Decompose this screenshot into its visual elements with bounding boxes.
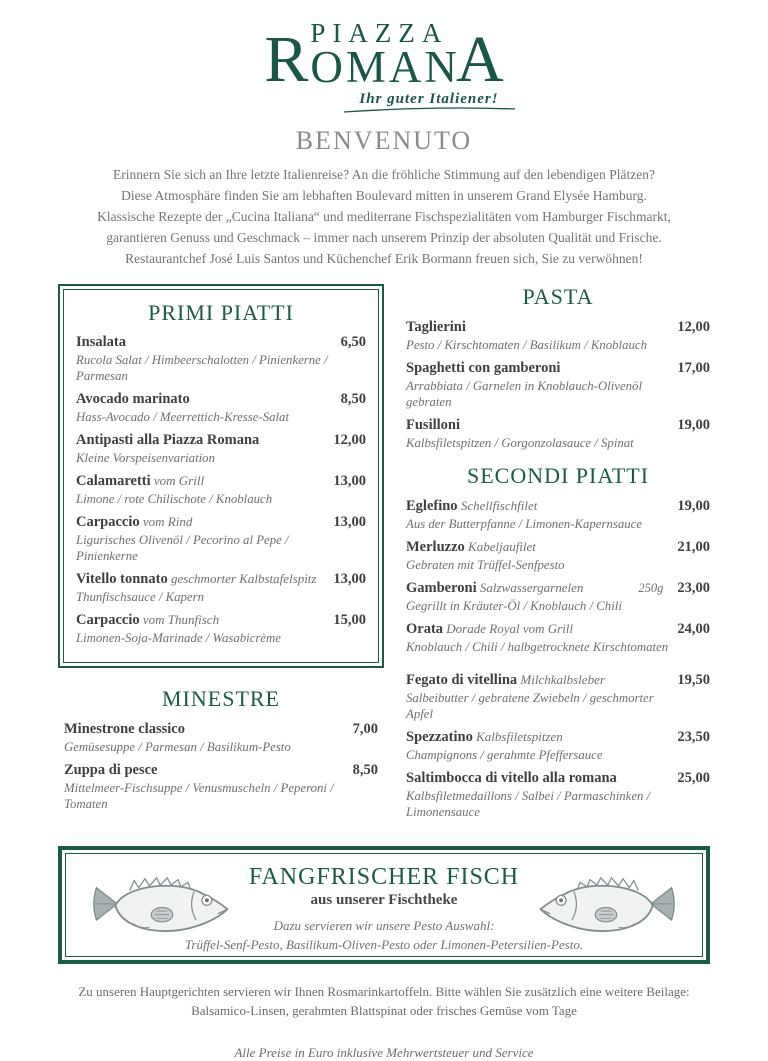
dish-subtitle: Kabeljaufilet (464, 538, 536, 554)
left-column (58, 284, 384, 826)
menu-item-title (76, 570, 333, 588)
dish-name: Spaghetti con gamberoni (406, 359, 561, 376)
menu-item-line (406, 728, 710, 746)
logo-letter-a: A (455, 23, 504, 97)
dish-price: 17,00 (677, 359, 710, 376)
menu-item-line (406, 538, 710, 556)
minestre-items (64, 720, 378, 812)
menu-item (406, 318, 710, 353)
intro-line: Restaurantchef José Luis Santos und Küchenchef Erik Bormann freuen sich, Sie zu verwöhnen! (125, 250, 643, 266)
menu-item-line (76, 431, 366, 449)
menu-item-line (406, 769, 710, 787)
dish-name: Gamberoni (406, 579, 477, 596)
section-title-secondi-piatti: SECONDI PIATTI (466, 462, 650, 488)
intro-line: garantieren Genuss und Geschmack – immer nach unserem Prinzip der absoluten Qualität und Frische. (106, 229, 662, 245)
menu-item-line (406, 359, 710, 377)
footer-side-dishes (0, 982, 768, 1020)
dish-name: Merluzzo (406, 538, 465, 555)
dish-name: Fegato di vitellina (406, 671, 518, 688)
dish-description: Ligurisches Olivenöl / Pecorino al Pepe / Pinienkerne (76, 532, 289, 563)
dish-description: Kalbsfiletspitzen / Gorgonzolasauce / Spinat (406, 435, 634, 450)
menu-item-line (76, 611, 366, 629)
dish-subtitle: Kalbsfiletspitzen (472, 728, 563, 744)
dish-name: Insalata (76, 333, 126, 350)
menu-item (64, 761, 378, 812)
dish-description: Gegrillt in Kräuter-Öl / Knoblauch / Chili (406, 598, 622, 613)
menu-item-line (406, 671, 710, 689)
dish-name: Carpaccio (76, 611, 140, 628)
dish-description: Kalbsfiletmedaillons / Salbei / Parmaschinken / Limonensauce (406, 788, 651, 819)
dish-portion-note: 250g (638, 580, 664, 595)
dish-description: Hass-Avocado / Meerrettich-Kresse-Salat (76, 409, 289, 424)
pasta-items (406, 318, 710, 451)
fresh-fish-banner-inner (65, 853, 703, 957)
secondi-piatti-items (406, 497, 710, 820)
dish-price: 12,00 (333, 431, 366, 448)
dish-price: 6,50 (340, 333, 366, 350)
menu-item-line (76, 570, 366, 588)
menu-item (406, 671, 710, 722)
dish-price: 25,00 (677, 769, 710, 786)
menu-item-line (64, 720, 378, 738)
menu-item-title (76, 611, 333, 629)
dish-description: Champignons / gerahmte Pfeffersauce (406, 747, 603, 762)
menu-item-title (406, 579, 638, 597)
menu-item (76, 390, 366, 425)
dish-price: 21,00 (677, 538, 710, 555)
dish-name: Saltimbocca di vitello alla romana (406, 769, 617, 786)
fresh-fish-banner (58, 846, 710, 964)
dish-subtitle: Dorade Royal vom Grill (443, 620, 574, 636)
banner-pesto-intro: Dazu servieren wir unsere Pesto Auswahl: (273, 917, 495, 933)
menu-item-line (76, 513, 366, 531)
logo-tagline-wrap (342, 90, 517, 114)
menu-item (76, 472, 366, 507)
dish-price: 19,50 (677, 671, 710, 688)
primi-piatti-box (58, 284, 384, 668)
menu-item-title (406, 538, 677, 556)
minestre-section (58, 686, 384, 812)
dish-price: 13,00 (333, 472, 366, 489)
logo-oman-text: OMAN (310, 42, 460, 92)
menu-item-title (406, 620, 677, 638)
intro-line: Erinnern Sie sich an Ihre letzte Italienreise? An die fröhliche Stimmung auf den lebendigen Plätzen? (112, 166, 656, 182)
dish-description: Salbeibutter / gebratene Zwiebeln / geschmorter Apfel (406, 690, 654, 721)
menu-item-line (76, 390, 366, 408)
dish-name: Minestrone classico (64, 720, 185, 737)
menu-item (76, 570, 366, 605)
menu-item-line (406, 318, 710, 336)
dish-price: 7,00 (352, 720, 378, 737)
welcome-heading: BENVENUTO (295, 125, 473, 155)
menu-item-title (406, 671, 677, 689)
menu-item (406, 497, 710, 532)
dish-description: Rucola Salat / Himbeerschalotten / Pinienkerne / Parmesan (76, 352, 328, 383)
primi-piatti-items (76, 333, 366, 646)
menu-item (64, 720, 378, 755)
dish-subtitle: geschmorter Kalbstafelspitz (167, 570, 317, 586)
footer-line: Zu unseren Hauptgerichten servieren wir Ihnen Rosmarinkartoffeln. Bitte wählen Sie zusätzlich eine weitere Beilage: (78, 983, 690, 999)
dish-name: Antipasti alla Piazza Romana (76, 431, 260, 448)
menu-item-title (76, 390, 341, 408)
dish-name: Spezzatino (406, 728, 473, 745)
footer-line: Balsamico-Linsen, gerahmten Blattspinat oder frisches Gemüse vom Tage (191, 1002, 577, 1018)
dish-name: Calamaretti (76, 472, 151, 489)
dish-subtitle: vom Grill (150, 472, 205, 488)
menu-item-line (406, 416, 710, 434)
menu-item (406, 620, 710, 655)
menu-item-line (406, 579, 710, 597)
dish-price: 15,00 (333, 611, 366, 628)
dish-name: Zuppa di pesce (64, 761, 158, 778)
menu-item (406, 579, 710, 614)
menu-item-line (406, 497, 710, 515)
menu-item-line (76, 333, 366, 351)
menu-item (76, 333, 366, 384)
logo-tagline: Ihr guter Italiener! (359, 90, 499, 107)
dish-price: 23,00 (677, 579, 710, 596)
logo-middle (310, 18, 460, 92)
dish-subtitle: Milchkalbsleber (517, 671, 605, 687)
menu-item-title (406, 359, 677, 377)
menu-item-title (64, 761, 353, 779)
banner-subtitle: aus unserer Fischtheke (310, 891, 458, 908)
dish-price: 8,50 (340, 390, 366, 407)
tagline-swoosh-line (342, 106, 517, 114)
menu-item-title (76, 431, 333, 449)
intro-line: Klassische Rezepte der „Cucina Italiana“ und mediterrane Fischspezialitäten vom Hamburger Fischmarkt, (97, 208, 671, 224)
right-column (406, 284, 710, 826)
price-note: Alle Preise in Euro inklusive Mehrwertsteuer und Service (234, 1044, 534, 1060)
menu-item (406, 416, 710, 451)
dish-name: Vitello tonnato (76, 570, 168, 587)
dish-subtitle: vom Thunfisch (139, 611, 220, 627)
menu-item (406, 769, 710, 820)
dish-description: Aus der Butterpfanne / Limonen-Kapernsauce (406, 516, 642, 531)
dish-description: Limonen-Soja-Marinade / Wasabicrème (76, 630, 281, 645)
logo-piazza-text: PIAZZA (310, 18, 449, 48)
menu-item-line (76, 472, 366, 490)
menu-item-line (406, 620, 710, 638)
dish-name: Carpaccio (76, 513, 140, 530)
dish-description: Pesto / Kirschtomaten / Basilikum / Knoblauch (406, 337, 647, 352)
dish-name: Taglierini (406, 318, 466, 335)
menu-item (76, 611, 366, 646)
dish-name: Fusilloni (406, 416, 460, 433)
dish-description: Knoblauch / Chili / halbgetrocknete Kirschtomaten (406, 639, 669, 654)
dish-description: Kleine Vorspeisenvariation (76, 450, 215, 465)
dish-name: Eglefino (406, 497, 458, 514)
dish-price: 19,00 (677, 497, 710, 514)
dish-name: Orata (406, 620, 444, 637)
dish-description: Arrabbiata / Garnelen in Knoblauch-Olivenöl gebraten (406, 378, 643, 409)
dish-price: 13,00 (333, 570, 366, 587)
menu-item-title (406, 497, 677, 515)
menu-item (406, 538, 710, 573)
fish-illustration-icon (88, 868, 236, 938)
menu-item (76, 513, 366, 564)
section-title-primi-piatti: PRIMI PIATTI (148, 299, 294, 325)
section-title-minestre: MINESTRE (162, 685, 280, 711)
dish-price: 8,50 (352, 761, 378, 778)
banner-pesto-options: Trüffel-Senf-Pesto, Basilikum-Oliven-Pesto oder Limonen-Petersilien-Pesto. (184, 936, 584, 952)
menu-item-title (76, 333, 341, 351)
menu-item (406, 359, 710, 410)
menu-item-title (406, 769, 677, 787)
dish-description: Gemüsesuppe / Parmesan / Basilikum-Pesto (64, 739, 291, 754)
dish-price: 24,00 (677, 620, 710, 637)
menu-item-title (406, 728, 677, 746)
menu-item-line (64, 761, 378, 779)
dish-description: Limone / rote Chilischote / Knoblauch (76, 491, 273, 506)
dish-subtitle: Schellfischfilet (457, 497, 538, 513)
dish-price: 19,00 (677, 416, 710, 433)
menu-item (76, 431, 366, 466)
menu-item (406, 728, 710, 763)
banner-title: FANGFRISCHER FISCH (248, 863, 520, 890)
dish-price: 12,00 (677, 318, 710, 335)
dish-description: Thunfischsauce / Kapern (76, 589, 204, 604)
dish-description: Mittelmeer-Fischsuppe / Venusmuscheln / Peperoni / Tomaten (64, 780, 334, 811)
menu-item-title (406, 416, 677, 434)
logo-letter-r: R (264, 23, 309, 97)
secondi-piatti-section (406, 463, 710, 820)
menu-item-title (64, 720, 353, 738)
restaurant-logo (0, 0, 768, 114)
intro-line: Diese Atmosphäre finden Sie am lebhaften Boulevard mitten in unserem Grand Elysée Hamburg. (121, 187, 647, 203)
dish-subtitle: Salzwassergarnelen (476, 579, 584, 595)
logo-wordmark (0, 18, 768, 97)
menu-item-title (76, 513, 333, 531)
dish-name: Avocado marinato (76, 390, 190, 407)
menu-item-title (406, 318, 677, 336)
section-title-pasta: PASTA (522, 283, 594, 309)
fish-illustration-icon (532, 868, 680, 938)
welcome-intro (0, 164, 768, 269)
menu-item-title (76, 472, 333, 490)
dish-price: 23,50 (677, 728, 710, 745)
dish-description: Gebraten mit Trüffel-Senfpesto (406, 557, 565, 572)
dish-price: 13,00 (333, 513, 366, 530)
dish-subtitle: vom Rind (139, 513, 193, 529)
primi-piatti-box-inner (63, 289, 379, 663)
menu-columns (0, 284, 768, 826)
